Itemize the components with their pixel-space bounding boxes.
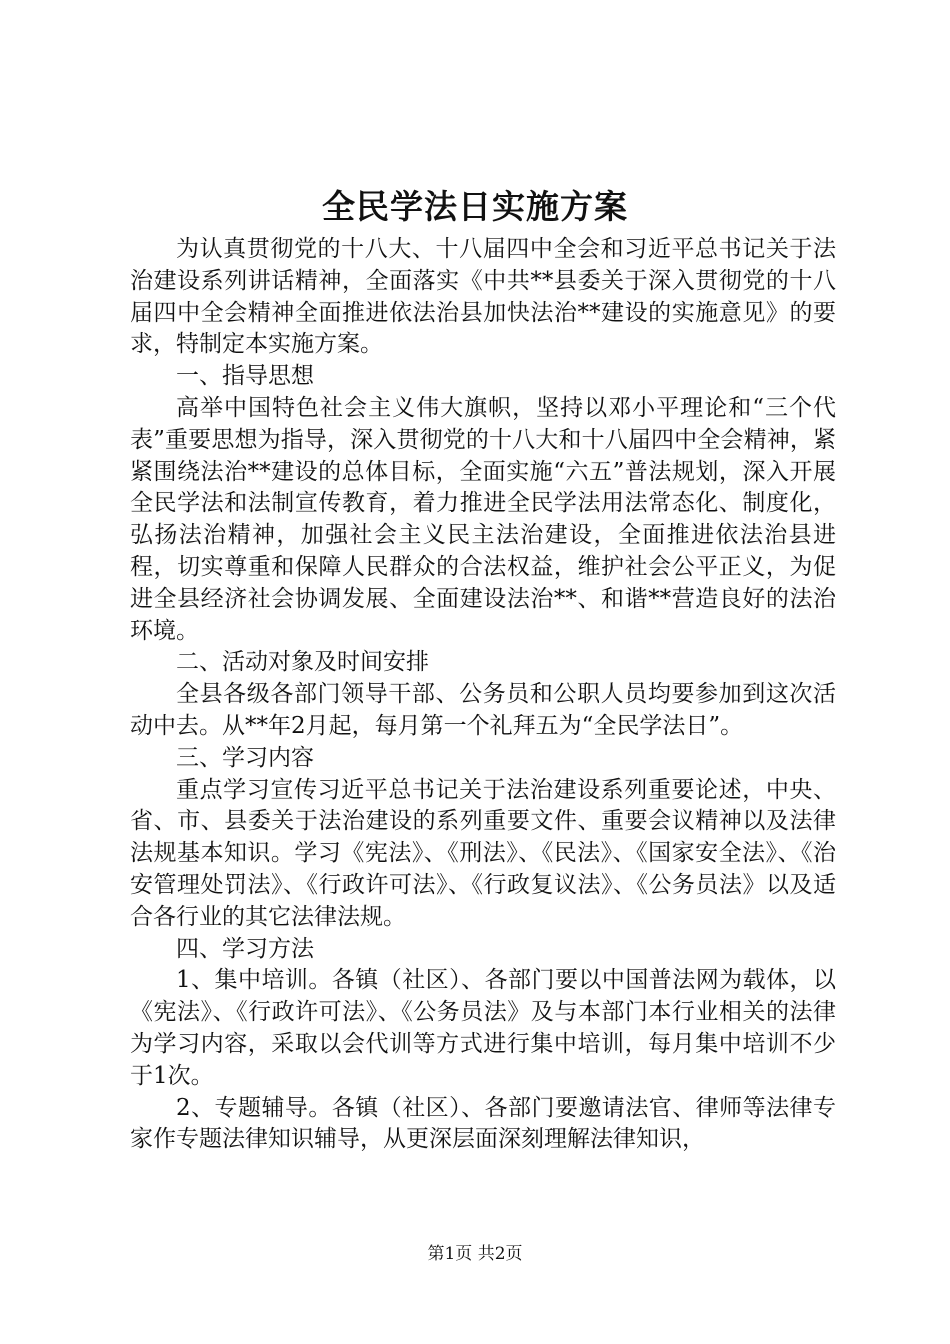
method-centralized-training-paragraph: 1、集中培训。各镇（社区）、各部门要以中国普法网为载体，以《宪法》、《行政许可法》、《公务员法》及与本部门本行业相关的法律为学习内容，采取以会代训等方式进行集中培训，每月集中培训不少于1次。 (130, 967, 836, 1089)
section-heading-guiding-ideology: 一、指导思想 (176, 363, 314, 390)
guiding-ideology-paragraph: 高举中国特色社会主义伟大旗帜，坚持以邓小平理论和“三个代表”重要思想为指导，深入贯彻党的十八大和十八届四中全会精神，紧紧围绕法治**建设的总体目标，全面实施“六五”普法规划，深入开展全民学法和法制宣传教育，着力推进全民学法用法常态化、制度化，弘扬法治精神，加强社会主义民主法治建设，全面推进依法治县进程，切实尊重和保障人民群众的合法权益，维护社会公平正义，为促进全县经济社会协调发展、全面建设法治**、和谐**营造良好的法治环境。 (130, 394, 836, 644)
section-heading-participants-schedule: 二、活动对象及时间安排 (176, 649, 429, 676)
section-heading-study-content: 三、学习内容 (176, 744, 314, 771)
study-content-paragraph: 重点学习宣传习近平总书记关于法治建设系列重要论述，中央、省、市、县委关于法治建设的系列重要文件、重要会议精神以及法律法规基本知识。学习《宪法》、《刑法》、《民法》、《国家安全法》、《治安管理处罚法》、《行政许可法》、《行政复议法》、《公务员法》以及适合各行业的其它法律法规。 (130, 776, 836, 930)
section-heading-study-methods: 四、学习方法 (176, 935, 314, 962)
page-number-footer: 第1页 共2页 (427, 1244, 523, 1264)
intro-paragraph: 为认真贯彻党的十八大、十八届四中全会和习近平总书记关于法治建设系列讲话精神，全面落实《中共**县委关于深入贯彻党的十八届四中全会精神全面推进依法治县加快法治**建设的实施意见》的要求，特制定本实施方案。 (130, 236, 836, 358)
participants-schedule-paragraph: 全县各级各部门领导干部、公务员和公职人员均要参加到这次活动中去。从**年2月起，每月第一个礼拜五为“全民学法日”。 (130, 681, 836, 739)
document-body (130, 234, 836, 1156)
document-title: 全民学法日实施方案 (322, 187, 628, 226)
method-special-guidance-paragraph: 2、专题辅导。各镇（社区）、各部门要邀请法官、律师等法律专家作专题法律知识辅导，从更深层面深刻理解法律知识， (130, 1094, 836, 1153)
